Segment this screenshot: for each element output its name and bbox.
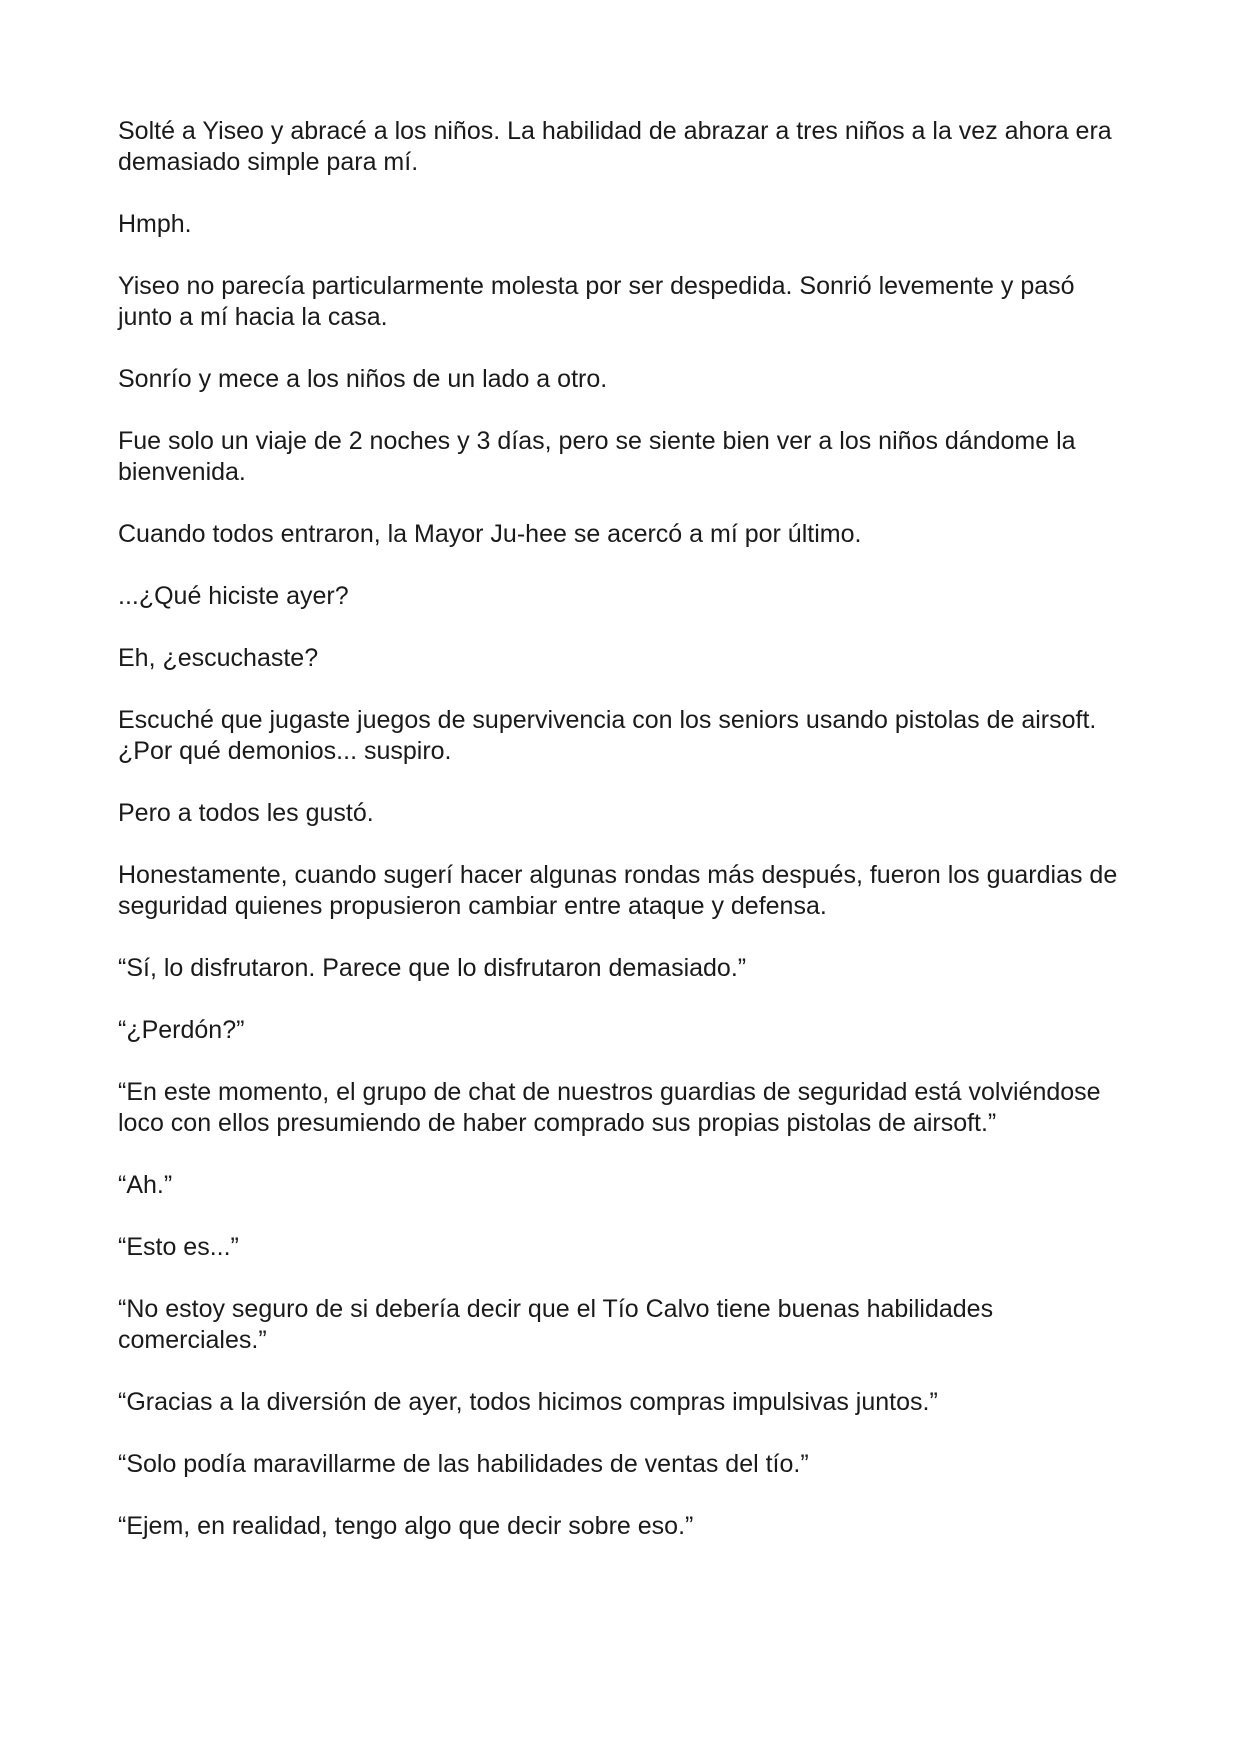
paragraph: Cuando todos entraron, la Mayor Ju-hee se acercó a mí por último. xyxy=(118,520,862,548)
paragraph: “En este momento, el grupo de chat de nuestros guardias de seguridad está volviéndose loco con ellos presumiendo de haber comprado sus propias pistolas de airsoft.” xyxy=(118,1078,1101,1137)
paragraph: Escuché que jugaste juegos de supervivencia con los seniors usando pistolas de airsoft. ¿Por qué demonios... suspiro. xyxy=(118,706,1097,765)
paragraph: Solté a Yiseo y abracé a los niños. La habilidad de abrazar a tres niños a la vez ahora era demasiado simple para mí. xyxy=(118,117,1112,176)
paragraph: “Solo podía maravillarme de las habilidades de ventas del tío.” xyxy=(118,1450,809,1478)
paragraph: “Ejem, en realidad, tengo algo que decir sobre eso.” xyxy=(118,1512,694,1540)
paragraph: “Gracias a la diversión de ayer, todos hicimos compras impulsivas juntos.” xyxy=(118,1388,938,1416)
paragraph: “Sí, lo disfrutaron. Parece que lo disfrutaron demasiado.” xyxy=(118,954,747,982)
paragraph: Pero a todos les gustó. xyxy=(118,799,374,827)
paragraph: Honestamente, cuando sugerí hacer algunas rondas más después, fueron los guardias de seguridad quienes propusieron cambiar entre ataque y defensa. xyxy=(118,861,1118,920)
paragraph: Yiseo no parecía particularmente molesta por ser despedida. Sonrió levemente y pasó junto a mí hacia la casa. xyxy=(118,272,1075,331)
paragraph: Sonrío y mece a los niños de un lado a otro. xyxy=(118,365,608,393)
paragraph: “Esto es...” xyxy=(118,1233,239,1261)
paragraph: “No estoy seguro de si debería decir que el Tío Calvo tiene buenas habilidades comerciales.” xyxy=(118,1295,994,1354)
paragraph: Eh, ¿escuchaste? xyxy=(118,644,319,672)
document-body xyxy=(118,116,1128,1573)
paragraph: Fue solo un viaje de 2 noches y 3 días, pero se siente bien ver a los niños dándome la bienvenida. xyxy=(118,427,1076,486)
paragraph: “Ah.” xyxy=(118,1171,173,1199)
paragraph: ...¿Qué hiciste ayer? xyxy=(118,582,349,610)
paragraph: “¿Perdón?” xyxy=(118,1016,245,1044)
paragraph: Hmph. xyxy=(118,210,192,238)
